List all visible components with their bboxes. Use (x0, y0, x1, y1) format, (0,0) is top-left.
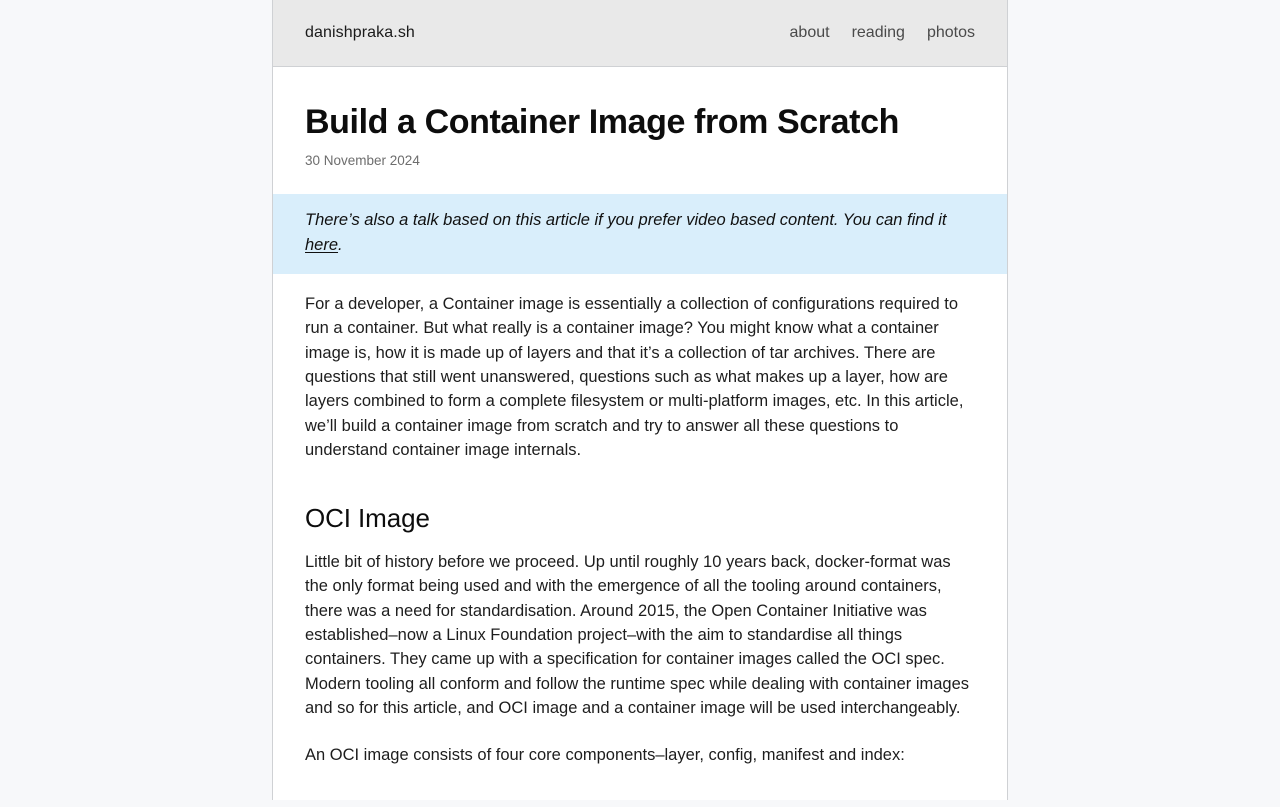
callout-text (305, 208, 975, 258)
nav-link-photos[interactable]: photos (926, 24, 975, 41)
article-header (273, 67, 1007, 194)
article-body (273, 274, 1007, 807)
section-paragraph: An OCI image consists of four core components–layer, config, manifest and index: (305, 745, 905, 764)
intro-paragraph: For a developer, a Container image is essentially a collection of configurations required to run a container. But what really is a container image? You might know what a container image is, how it is made up of layers and that it’s a collection of tar archives. There are questions that still went unanswered, questions such as what makes up a layer, how are layers combined to form a complete filesystem or multi-platform images, etc. In this article, we’ll build a container image from scratch and try to answer all these questions to understand container image internals. (305, 294, 964, 460)
callout-here-link[interactable]: here (305, 235, 339, 254)
section-paragraph: Little bit of history before we proceed. Up until roughly 10 years back, docker-format was the only format being used and with the emergence of all the tooling around containers, there was a need for standardisation. Around 2015, the Open Container Initiative was established–now a Linux Foundation project–with the aim to standardise all things containers. They came up with a specification for container images called the OCI spec. Modern tooling all conform and follow the runtime spec while dealing with container images and so for this article, and OCI image and a container image will be used interchangeably. (305, 552, 970, 718)
section-heading-oci-image: OCI Image (305, 502, 430, 533)
callout-text-after: . (338, 235, 343, 254)
nav-link-reading[interactable]: reading (851, 24, 905, 41)
site-nav (790, 25, 975, 41)
content-container (272, 0, 1008, 800)
post-date: 30 November 2024 (305, 153, 420, 169)
site-header (273, 0, 1007, 67)
page-title: Build a Container Image from Scratch (305, 103, 899, 141)
callout-note (273, 194, 1007, 274)
callout-text-before: There’s also a talk based on this article if you prefer video based content. You can find it (305, 210, 947, 229)
nav-link-about[interactable]: about (789, 24, 830, 41)
site-logo[interactable]: danishpraka.sh (305, 24, 415, 41)
